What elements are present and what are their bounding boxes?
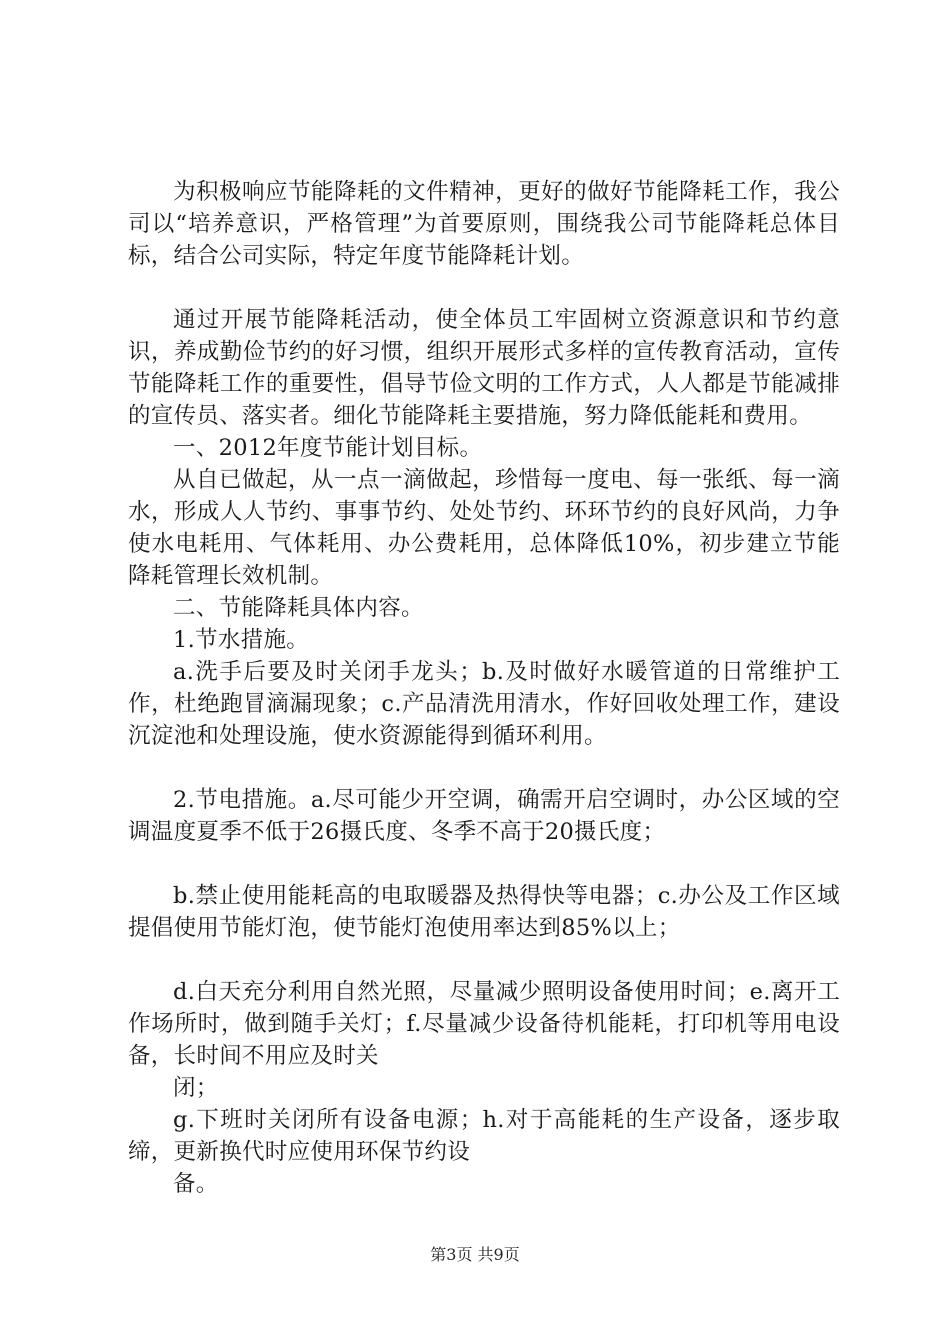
paragraph-gap — [128, 752, 840, 784]
paragraph-intro: 为积极响应节能降耗的文件精神，更好的做好节能降耗工作，我公司以“培养意识，严格管理”为首要原则，围绕我公司节能降耗总体目标，结合公司实际，特定年度节能降耗计划。 — [128, 179, 840, 269]
paragraph-electricity-4: g.下班时关闭所有设备电源；h.对于高能耗的生产设备，逐步取缔，更新换代时应使用环保节约设 — [128, 1107, 840, 1165]
page-number-footer: 第3页 共9页 — [430, 1245, 520, 1264]
paragraph-purpose: 通过开展节能降耗活动，使全体员工牢固树立资源意识和节约意识，养成勤俭节约的好习惯，组织开展形式多样的宣传教育活动，宣传节能降耗工作的重要性，倡导节俭文明的工作方式，人人都是节能减排的宣传员、落实者。细化节能降耗主要措施，努力降低能耗和费用。 — [128, 307, 840, 429]
paragraph-goal: 从自已做起，从一点一滴做起，珍惜每一度电、每一张纸、每一滴水，形成人人节约、事事节约、处处节约、环环节约的良好风尚，力争使水电耗用、气体耗用、办公费耗用，总体降低10%，初步建立节能降耗管理长效机制。 — [128, 467, 840, 589]
subheading-water: 1.节水措施。 — [173, 627, 310, 653]
section-heading-content: 二、节能降耗具体内容。 — [173, 595, 424, 621]
paragraph-gap — [128, 848, 840, 880]
paragraph-electricity-1: 2.节电措施。a.尽可能少开空调，确需开启空调时，办公区域的空调温度夏季不低于26摄氏度、冬季不高于20摄氏度； — [128, 787, 840, 845]
paragraph-electricity-3: d.白天充分利用自然光照，尽量减少照明设备使用时间；e.离开工作场所时，做到随手关灯；f.尽量减少设备待机能耗，打印机等用电设备，长时间不用应及时关 — [128, 979, 840, 1069]
paragraph-electricity-2: b.禁止使用能耗高的电取暖器及热得快等电器；c.办公及工作区域提倡使用节能灯泡，使节能灯泡使用率达到85%以上； — [128, 883, 840, 941]
paragraph-water-measures: a.洗手后要及时关闭手龙头；b.及时做好水暖管道的日常维护工作，杜绝跑冒滴漏现象；c.产品清洗用清水，作好回收处理工作，建设沉淀池和处理设施，使水资源能得到循环利用。 — [128, 659, 840, 749]
section-heading-goal: 一、2012年度节能计划目标。 — [173, 435, 483, 461]
paragraph-continuation-2: 备。 — [173, 1171, 219, 1197]
paragraph-gap — [128, 272, 840, 304]
paragraph-gap — [128, 944, 840, 976]
document-body — [128, 176, 840, 1200]
paragraph-continuation-1: 闭； — [173, 1075, 219, 1101]
